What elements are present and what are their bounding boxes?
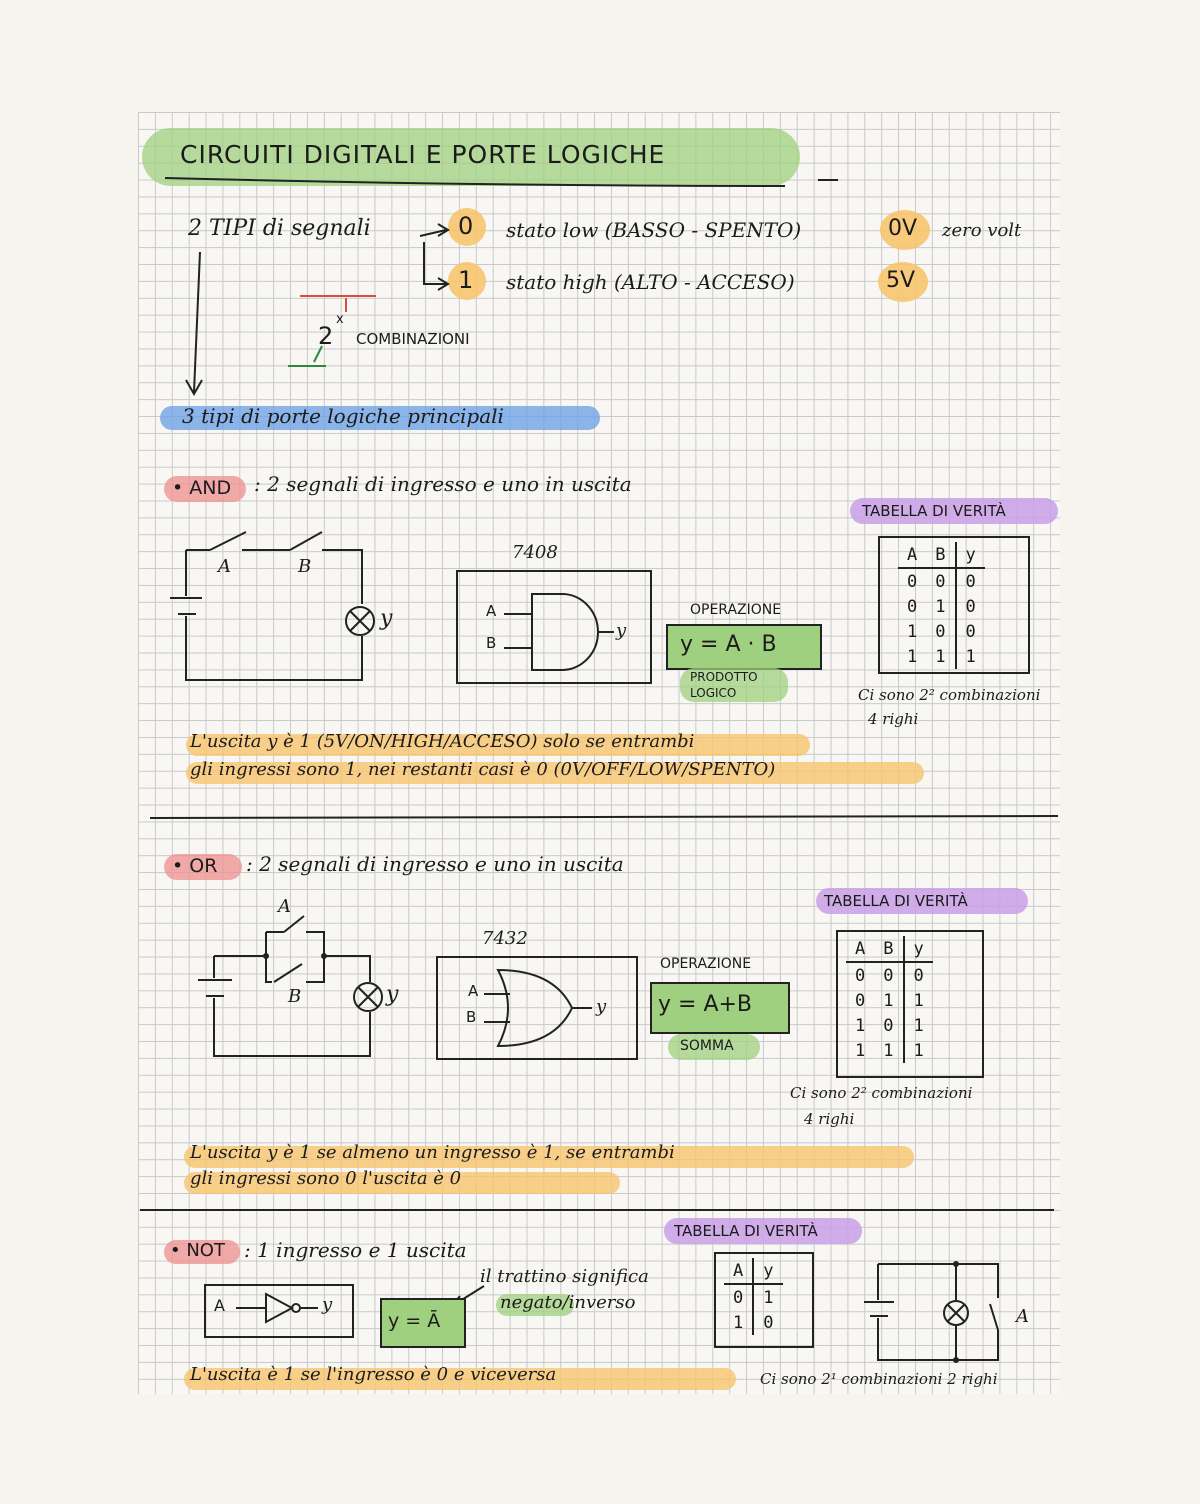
or-op-label: OPERAZIONE	[660, 956, 752, 972]
and-cell: 0	[926, 619, 955, 644]
zero-desc: stato low (BASSO - SPENTO)	[506, 218, 802, 242]
or-th-a: A	[846, 936, 874, 962]
not-cell: 1	[763, 1287, 774, 1308]
or-switch-a: A	[278, 896, 291, 917]
or-op-name: SOMMA	[680, 1038, 734, 1054]
and-rule-1: L'uscita y è 1 (5V/ON/HIGH/ACCESO) solo se entrambi	[190, 731, 695, 752]
or-input-a: A	[468, 982, 479, 1000]
or-cell: 0	[874, 962, 903, 988]
or-cell: 1	[874, 988, 903, 1013]
or-th-y: y	[904, 936, 933, 962]
and-desc: : 2 segnali di ingresso e uno in uscita	[254, 472, 632, 496]
not-cell: 1	[724, 1310, 753, 1335]
and-th-b: B	[926, 542, 955, 568]
or-cell: 1	[874, 1038, 903, 1063]
gates-intro: 3 tipi di porte logiche principali	[182, 404, 504, 428]
or-cell: 1	[913, 1015, 924, 1036]
and-cell: 1	[926, 594, 955, 619]
not-table-title: TABELLA DI VERITÀ	[674, 1222, 818, 1240]
and-cell: 0	[965, 596, 976, 617]
and-cell: 0	[965, 571, 976, 592]
and-cell: 0	[907, 571, 918, 592]
not-input: A	[214, 1296, 225, 1315]
or-chip-label: 7432	[482, 928, 528, 949]
not-rule: L'uscita è 1 se l'ingresso è 0 e viceversa	[190, 1364, 557, 1385]
or-cell: 1	[913, 1040, 924, 1061]
one-volt: 5V	[886, 268, 916, 293]
or-cell: 0	[913, 965, 924, 986]
or-cell: 0	[874, 1013, 903, 1038]
and-badge: • AND	[172, 477, 232, 499]
or-cell: 0	[855, 965, 866, 986]
zero-value: 0	[458, 212, 474, 240]
and-op-name-1: PRODOTTO	[690, 670, 758, 684]
not-switch-a: A	[1016, 1306, 1029, 1327]
and-cell: 0	[926, 568, 955, 594]
or-output: y	[596, 996, 607, 1017]
and-cell: 1	[926, 644, 955, 669]
not-th-a: A	[724, 1258, 753, 1284]
or-desc: : 2 segnali di ingresso e uno in uscita	[246, 852, 624, 876]
one-value: 1	[458, 266, 474, 294]
not-cell: 0	[724, 1284, 753, 1310]
and-switch-a: A	[218, 556, 231, 577]
or-cell: 1	[855, 1015, 866, 1036]
and-input-b: B	[486, 634, 497, 652]
and-op-formula: y = A · B	[680, 632, 777, 657]
page-title: CIRCUITI DIGITALI E PORTE LOGICHE	[180, 140, 666, 169]
combos-exponent: x	[336, 312, 344, 327]
or-th-b: B	[874, 936, 903, 962]
or-badge: • OR	[172, 855, 218, 877]
combos-base: 2	[318, 322, 334, 350]
and-cell: 0	[965, 621, 976, 642]
and-rule-2: gli ingressi sono 1, nei restanti casi è 0 (0V/OFF/LOW/SPENTO)	[190, 759, 776, 780]
not-formula: y = Ā	[388, 1310, 441, 1332]
and-th-y: y	[956, 542, 985, 568]
not-badge: • NOT	[170, 1240, 225, 1261]
not-cell: 0	[763, 1312, 774, 1333]
or-table-title: TABELLA DI VERITÀ	[824, 892, 968, 910]
or-op-formula: y = A+B	[658, 992, 753, 1017]
and-table-title: TABELLA DI VERITÀ	[862, 502, 1006, 520]
and-cell: 0	[907, 596, 918, 617]
and-combos-note-1: Ci sono 2² combinazioni	[858, 686, 1041, 704]
or-cell: 0	[855, 990, 866, 1011]
not-combos-note: Ci sono 2¹ combinazioni 2 righi	[760, 1370, 998, 1388]
and-op-name-2: LOGICO	[690, 686, 737, 700]
and-input-a: A	[486, 602, 497, 620]
or-lamp-label: y	[386, 982, 399, 1007]
not-desc: : 1 ingresso e 1 uscita	[244, 1238, 467, 1262]
combos-label: COMBINAZIONI	[356, 330, 470, 348]
signals-intro: 2 TIPI di segnali	[188, 216, 371, 241]
and-cell: 1	[907, 621, 918, 642]
not-output: y	[322, 1294, 333, 1315]
and-combos-note-2: 4 righi	[868, 710, 919, 728]
or-combos-note-2: 4 righi	[804, 1110, 855, 1128]
zero-volt: 0V	[888, 216, 918, 241]
or-cell: 1	[913, 990, 924, 1011]
and-th-a: A	[898, 542, 926, 568]
or-switch-b: B	[288, 986, 302, 1007]
and-cell: 1	[965, 646, 976, 667]
or-rule-2: gli ingressi sono 0 l'uscita è 0	[190, 1168, 462, 1189]
and-chip-label: 7408	[512, 542, 558, 563]
one-desc: stato high (ALTO - ACCESO)	[506, 270, 795, 294]
and-op-label: OPERAZIONE	[690, 602, 782, 618]
and-output: y	[616, 620, 627, 641]
or-input-b: B	[466, 1008, 477, 1026]
and-lamp-label: y	[380, 606, 393, 631]
and-switch-b: B	[298, 556, 312, 577]
or-rule-1: L'uscita y è 1 se almeno un ingresso è 1, se entrambi	[190, 1142, 675, 1163]
not-note-2: negato/inverso	[500, 1292, 636, 1313]
not-th-y: y	[753, 1258, 782, 1284]
and-cell: 1	[907, 646, 918, 667]
or-cell: 1	[855, 1040, 866, 1061]
or-combos-note-1: Ci sono 2² combinazioni	[790, 1084, 973, 1102]
not-note-1: il trattino significa	[480, 1266, 649, 1287]
zero-volt-note: zero volt	[942, 220, 1022, 241]
